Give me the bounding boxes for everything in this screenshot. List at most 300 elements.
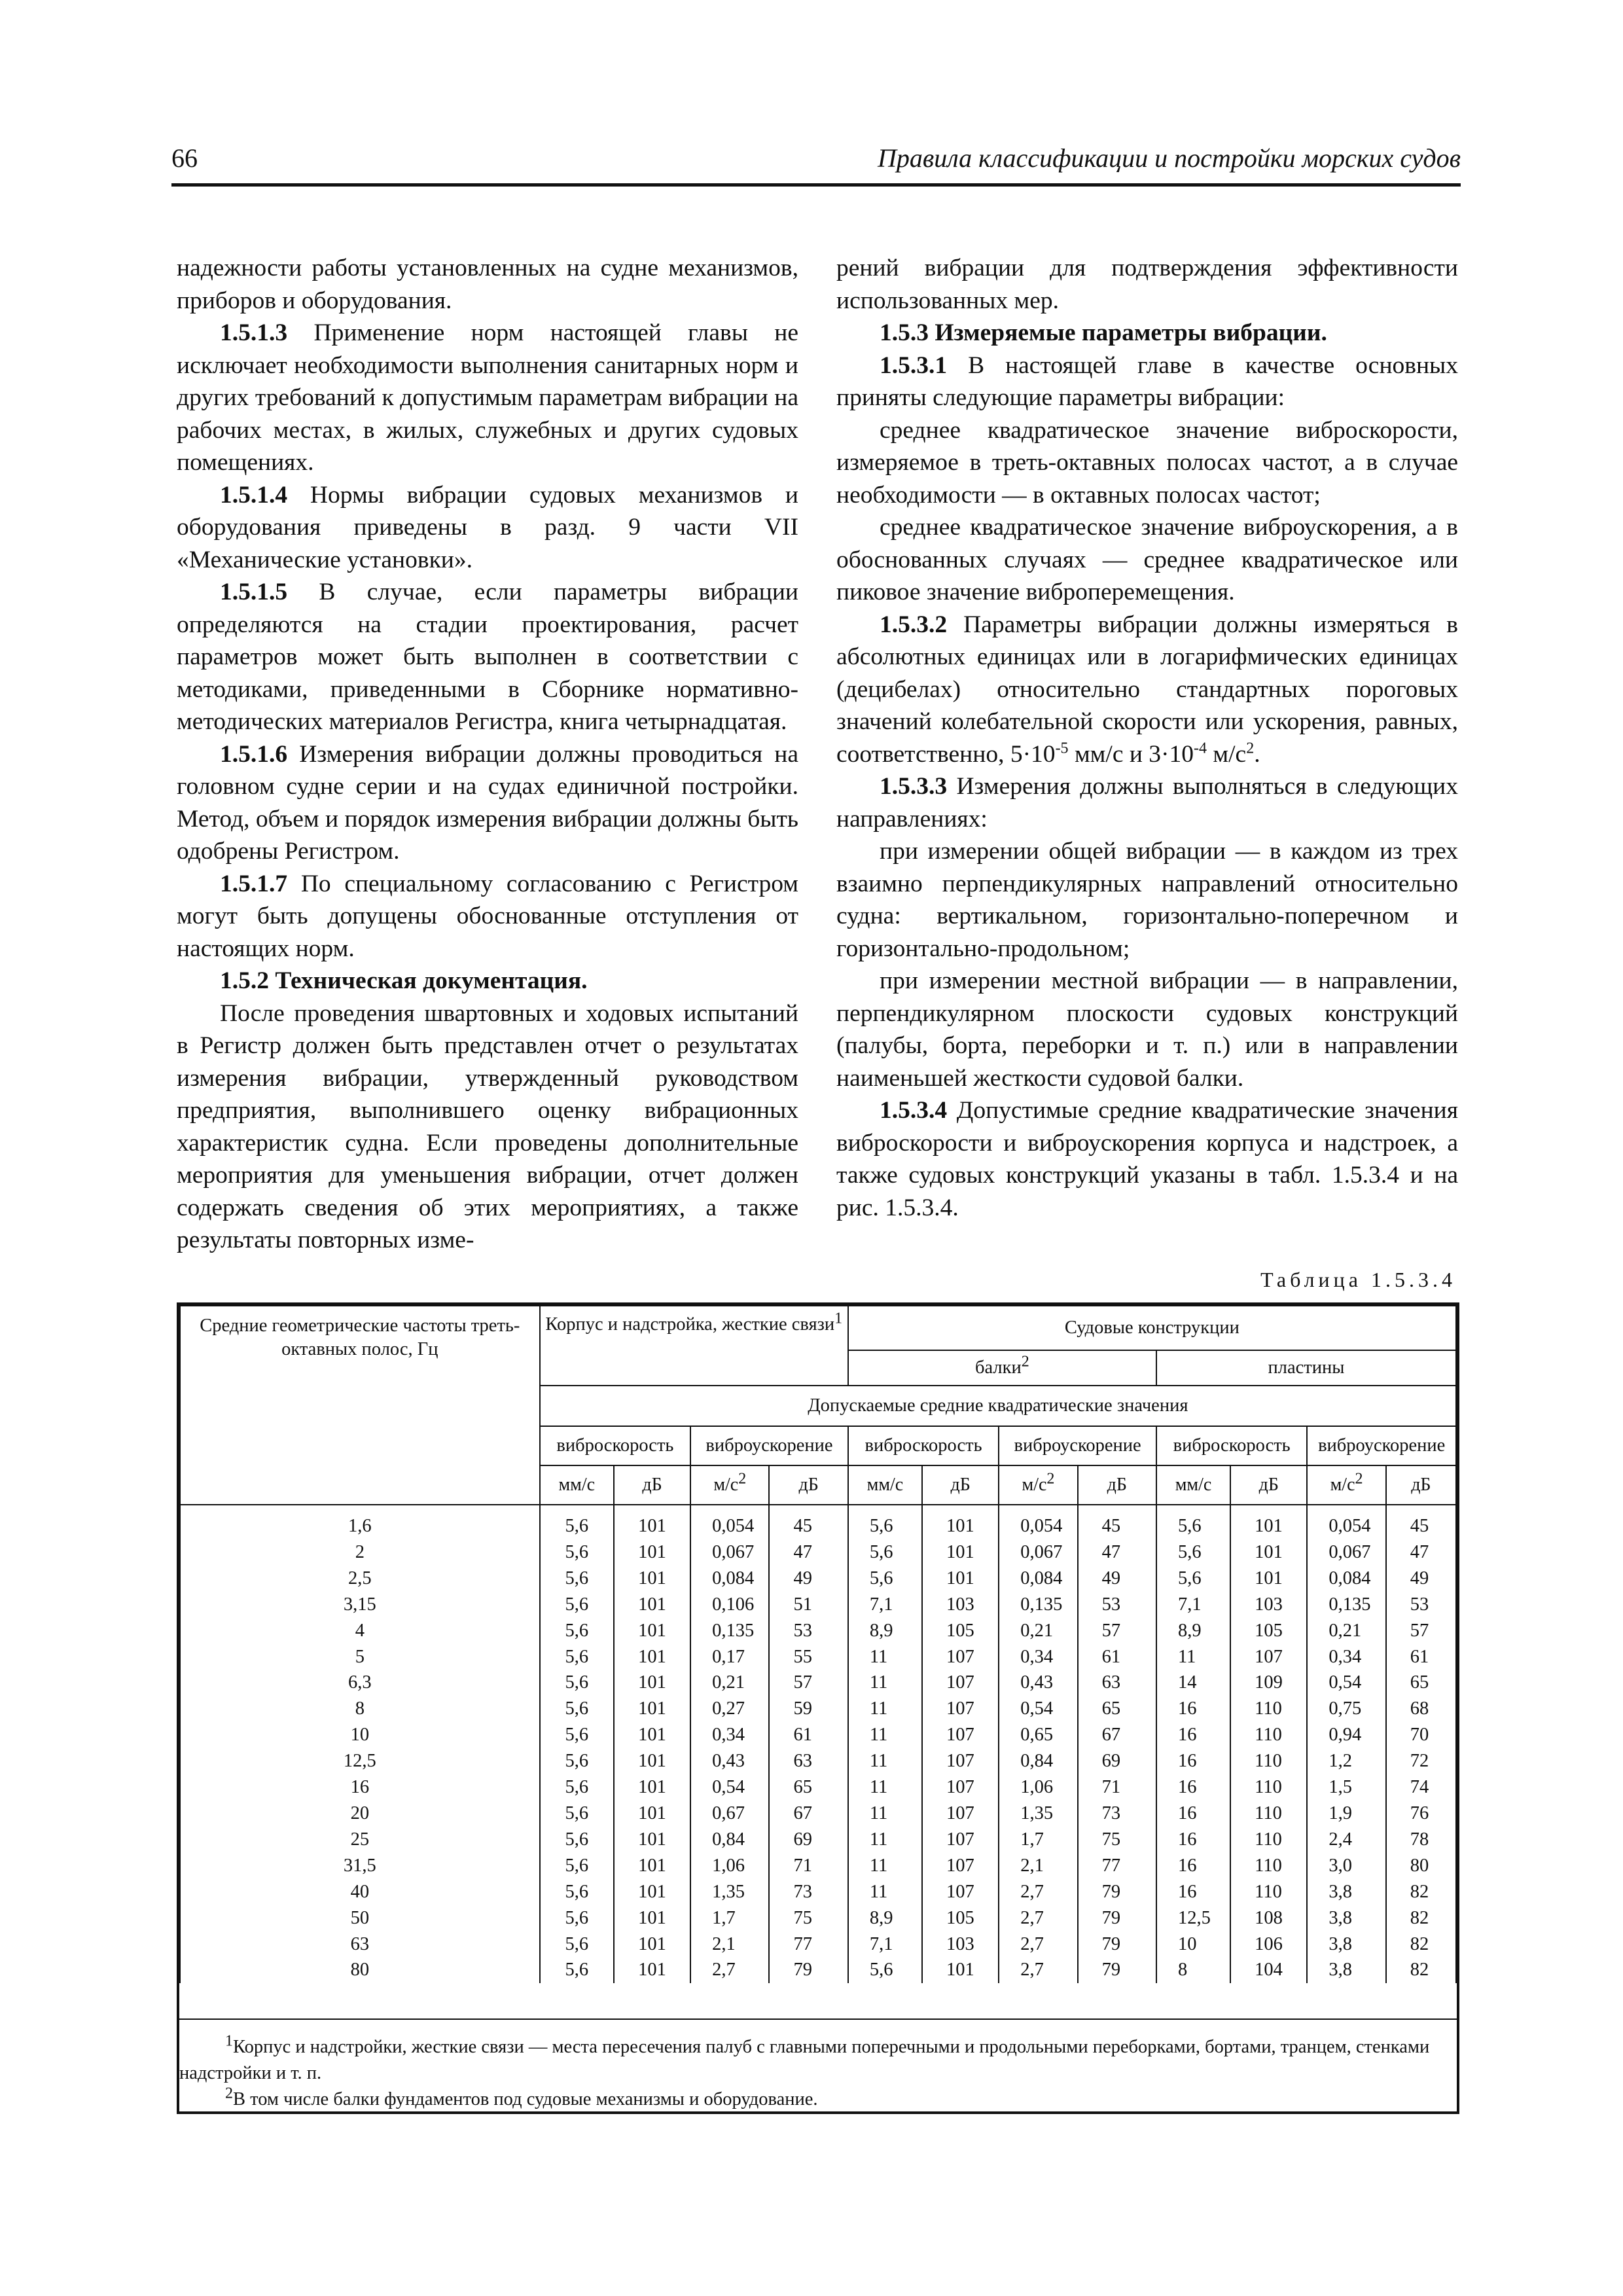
table-cell: 68 [1410,1698,1429,1719]
vibration-table-grid [179,1305,1457,1983]
table-cell: 25 [350,1829,370,1850]
table-cell: 107 [946,1829,974,1850]
footnote-1: $^1$Корпус и надстройки, жесткие связи — места пересечения палуб с главными поперечными и продольными переборками, бортами, транцем, стенками надстройки и т. п. [179,2032,1430,2083]
table-cell: 12,5 [343,1751,376,1772]
unit-db: дБ [769,1465,847,1505]
table-cell: 11 [869,1751,888,1772]
table-cell: 101 [638,1777,666,1798]
table-cell: 1,2 [1329,1751,1353,1772]
paragraph-1-5-1-3: 1.5.1.3 Применение норм настоящей главы не исключает необходимости выполнения санитарных норм и других требований к допустимым параметрам вибрации на рабочих местах, в жилых, служебных и других судовых помещениях. [177,319,798,476]
table-cell: 5,6 [1177,1541,1202,1562]
vibration-table [177,1302,1459,2114]
table-cell: 82 [1410,1933,1429,1954]
table-cell: 11 [869,1698,888,1719]
table-cell: 103 [946,1933,974,1954]
table-cell: 101 [1255,1516,1283,1536]
table-cell: 16 [1177,1829,1197,1850]
table-cell: 47 [1410,1541,1429,1562]
table-cell: 105 [946,1907,974,1928]
table-cell: 0,084 [712,1568,755,1588]
table-cell: 103 [1255,1594,1283,1615]
table-cell: 45 [1410,1516,1429,1536]
table-cell: 101 [638,1751,666,1772]
table-cell: 79 [1101,1960,1121,1981]
table-cell: 79 [793,1960,812,1981]
table-cell: 101 [638,1541,666,1562]
table-cell: 1,5 [1329,1777,1353,1798]
table-cell: 107 [946,1803,974,1823]
table-cell: 5,6 [565,1960,589,1981]
table-cell: 16 [1177,1855,1197,1876]
table-cell: 0,21 [712,1672,745,1693]
table-cell: 0,43 [1020,1672,1054,1693]
table-cell: 45 [1101,1516,1121,1536]
paragraph-1-5-3-3: 1.5.3.3 Измерения должны выполняться в следующих направлениях: [836,773,1458,833]
table-cell: 103 [946,1594,974,1615]
header-beams: балки$^2$ [848,1350,1156,1386]
left-column [177,252,798,1257]
column-hull-acceleration-db [769,1505,847,1983]
table-body-row [180,1505,1456,1983]
table-cell: 0,106 [712,1594,755,1615]
unit-mms: мм/с [540,1465,614,1505]
table-cell: 75 [1101,1829,1121,1850]
table-cell: 0,54 [1329,1672,1362,1693]
table-cell: 105 [946,1620,974,1641]
table-cell: 101 [638,1933,666,1954]
table-cell: 0,67 [712,1803,745,1823]
table-cell: 101 [638,1672,666,1693]
column-beam-velocity-db [922,1505,999,1983]
table-cell: 0,54 [1020,1698,1054,1719]
table-cell: 101 [638,1620,666,1641]
table-cell: 59 [793,1698,812,1719]
table-cell: 0,084 [1329,1568,1371,1588]
table-cell: 45 [793,1516,812,1536]
table-cell: 77 [1101,1855,1121,1876]
paragraph: рений вибрации для подтверждения эффективности использованных мер. [836,255,1458,314]
table-cell: 5,6 [869,1541,893,1562]
table-cell: 10 [1177,1933,1197,1954]
paragraph-1-5-3-1: 1.5.3.1 В настоящей главе в качестве основных приняты следующие параметры вибрации: [836,351,1458,411]
table-cell: 2,7 [1020,1960,1044,1981]
header-acceleration: виброускорение [1307,1426,1456,1465]
section-heading-1-5-3: 1.5.3 Измеряемые параметры вибрации. [880,319,1327,346]
table-cell: 0,84 [1020,1751,1054,1772]
header-velocity: виброскорость [540,1426,690,1465]
table-cell: 61 [793,1725,812,1746]
paragraph: После проведения швартовных и ходовых испытаний в Регистр должен быть представлен отчет о результатах измерения вибрации, утвержденный руководством предприятия, выполнившего оценку вибрационных характеристик судна. Если проведены дополнительные мероприятия для уменьшения вибрации, отчет должен содержать сведения об этих мероприятиях, а также результаты повторных изме- [177,999,798,1253]
header-allowed-values: Допускаемые средние квадратические значения [540,1386,1456,1426]
table-cell: 0,17 [712,1646,745,1667]
table-cell: 69 [793,1829,812,1850]
table-cell: 0,43 [712,1751,745,1772]
table-cell: 101 [946,1960,974,1981]
header-velocity: виброскорость [848,1426,999,1465]
table-cell: 7,1 [869,1594,893,1615]
table-cell: 0,21 [1329,1620,1362,1641]
table-cell: 101 [638,1907,666,1928]
table-cell: 1,9 [1329,1803,1353,1823]
table-cell: 107 [946,1646,974,1667]
table-cell: 71 [1101,1777,1121,1798]
table-cell: 107 [946,1777,974,1798]
table-cell: 63 [1101,1672,1121,1693]
table-cell: 5,6 [565,1907,589,1928]
table-cell: 0,65 [1020,1725,1054,1746]
table-cell: 101 [638,1881,666,1902]
table-cell: 2,7 [1020,1933,1044,1954]
table-cell: 5,6 [565,1620,589,1641]
right-column [836,252,1458,1224]
table-cell: 2 [355,1541,365,1562]
table-caption: Таблица 1.5.3.4 [1260,1268,1456,1291]
table-cell: 2,1 [1020,1855,1044,1876]
table-cell: 5,6 [869,1516,893,1536]
table-cell: 5,6 [565,1672,589,1693]
unit-db: дБ [614,1465,690,1505]
table-cell: 5 [355,1646,365,1667]
table-cell: 107 [946,1672,974,1693]
table-cell: 0,054 [1329,1516,1371,1536]
table-cell: 107 [1255,1646,1283,1667]
table-cell: 11 [869,1803,888,1823]
table-cell: 11 [1177,1646,1196,1667]
table-cell: 31,5 [343,1855,376,1876]
column-beam-velocity [848,1505,922,1983]
table-cell: 8,9 [869,1907,893,1928]
table-cell: 5,6 [565,1646,589,1667]
running-title: Правила классификации и постройки морских судов [877,143,1461,173]
table-cell: 0,21 [1020,1620,1054,1641]
paragraph: надежности работы установленных на судне механизмов, приборов и оборудования. [177,255,798,314]
table-cell: 70 [1410,1725,1429,1746]
table-cell: 11 [869,1725,888,1746]
table-cell: 5,6 [565,1829,589,1850]
table-cell: 0,94 [1329,1725,1362,1746]
table-cell: 79 [1101,1933,1121,1954]
table-cell: 53 [1101,1594,1121,1615]
table-cell: 49 [1410,1568,1429,1588]
table-cell: 16 [350,1777,370,1798]
table-cell: 16 [1177,1881,1197,1902]
table-cell: 3,8 [1329,1933,1353,1954]
paragraph: среднее квадратическое значение виброускорения, а в обоснованных случаях — среднее квадратическое или пиковое значение виброперемещения. [836,514,1458,605]
table-cell: 0,054 [712,1516,755,1536]
table-cell: 76 [1410,1803,1429,1823]
table-cell: 5,6 [869,1568,893,1588]
column-hull-velocity [540,1505,614,1983]
footnote-2: $^2$В том числе балки фундаментов под судовые механизмы и оборудование. [225,2085,818,2109]
table-cell: 1,35 [1020,1803,1054,1823]
table-cell: 104 [1255,1960,1283,1981]
table-cell: 101 [638,1698,666,1719]
table-cell: 0,34 [1329,1646,1362,1667]
table-cell: 80 [1410,1855,1429,1876]
paragraph: среднее квадратическое значение виброскорости, измеряемое в треть-октавных полосах частот, а в случае необходимости — в октавных полосах частот; [836,416,1458,509]
column-plate-acceleration-db [1386,1505,1456,1983]
table-cell: 110 [1255,1777,1282,1798]
paragraph-1-5-1-4: 1.5.1.4 Нормы вибрации судовых механизмов и оборудования приведены в разд. 9 части VII «Механические установки». [177,481,798,573]
table-cell: 5,6 [565,1777,589,1798]
table-cell: 101 [638,1725,666,1746]
table-cell: 79 [1101,1907,1121,1928]
table-cell: 11 [869,1777,888,1798]
column-frequency [180,1505,540,1983]
header-hull: Корпус и надстройка, жесткие связи$^1$ [540,1306,848,1386]
table-cell: 61 [1410,1646,1429,1667]
table-cell: 0,27 [712,1698,745,1719]
table-cell: 5,6 [565,1881,589,1902]
table-cell: 110 [1255,1751,1282,1772]
table-cell: 1,35 [712,1881,745,1902]
table-cell: 0,054 [1020,1516,1063,1536]
table-cell: 101 [1255,1541,1283,1562]
unit-ms2: м/с2 [999,1465,1077,1505]
table-cell: 107 [946,1881,974,1902]
table-cell: 3,0 [1329,1855,1353,1876]
table-cell: 7,1 [1177,1594,1202,1615]
table-cell: 73 [1101,1803,1121,1823]
table-cell: 0,34 [1020,1646,1054,1667]
table-cell: 65 [1410,1672,1429,1693]
table-cell: 2,1 [712,1933,736,1954]
column-plate-acceleration [1307,1505,1385,1983]
table-cell: 65 [1101,1698,1121,1719]
table-cell: 5,6 [565,1933,589,1954]
table-cell: 0,34 [712,1725,745,1746]
table-cell: 11 [869,1646,888,1667]
table-cell: 107 [946,1855,974,1876]
table-cell: 67 [1101,1725,1121,1746]
table-cell: 16 [1177,1777,1197,1798]
column-plate-velocity-db [1230,1505,1307,1983]
table-cell: 2,4 [1329,1829,1353,1850]
header-velocity: виброскорость [1156,1426,1307,1465]
table-cell: 5,6 [565,1541,589,1562]
column-hull-acceleration [690,1505,769,1983]
table-cell: 110 [1255,1881,1282,1902]
table-cell: 107 [946,1751,974,1772]
unit-db: дБ [1230,1465,1307,1505]
table-cell: 0,067 [1329,1541,1371,1562]
table-cell: 101 [638,1803,666,1823]
table-cell: 5,6 [565,1568,589,1588]
table-cell: 6,3 [348,1672,372,1693]
paragraph-1-5-3-2: 1.5.3.2 Параметры вибрации должны измеряться в абсолютных единицах или в логарифмических единицах (децибелах) относительно стандартных пороговых значений колебательной скорости или ускорения, равных, соответственно, $5\cdot 10^{-5}$ мм/с и $3\cdot 10^{-4}$ $м/с^2$. [836,611,1458,768]
table-cell: 14 [1177,1672,1197,1693]
table-cell: 5,6 [565,1751,589,1772]
table-cell: 50 [350,1907,370,1928]
table-cell: 4 [355,1620,365,1641]
table-cell: 110 [1255,1698,1282,1719]
table-cell: 101 [638,1855,666,1876]
table-cell: 82 [1410,1907,1429,1928]
table-cell: 82 [1410,1881,1429,1902]
table-cell: 0,067 [1020,1541,1063,1562]
page-number: 66 [171,143,198,173]
unit-db: дБ [1386,1465,1456,1505]
table-cell: 11 [869,1672,888,1693]
table-cell: 5,6 [565,1855,589,1876]
header-ship-structures: Судовые конструкции [848,1306,1456,1350]
table-cell: 2,7 [1020,1907,1044,1928]
column-hull-velocity-db [614,1505,690,1983]
table-cell: 101 [1255,1568,1283,1588]
table-cell: 47 [793,1541,812,1562]
table-cell: 101 [638,1516,666,1536]
table-cell: 0,84 [712,1829,745,1850]
table-cell: 12,5 [1177,1907,1211,1928]
table-cell: 2,7 [1020,1881,1044,1902]
table-cell: 108 [1255,1907,1283,1928]
table-cell: 2,5 [348,1568,372,1588]
table-cell: 3,8 [1329,1881,1353,1902]
table-cell: 55 [793,1646,812,1667]
table-cell: 5,6 [1177,1516,1202,1536]
table-cell: 1,7 [1020,1829,1044,1850]
table-cell: 5,6 [565,1725,589,1746]
section-heading-1-5-2: 1.5.2 Техническая документация. [220,967,588,994]
table-cell: 0,54 [712,1777,745,1798]
unit-mms: мм/с [1156,1465,1230,1505]
table-cell: 110 [1255,1803,1282,1823]
table-cell: 47 [1101,1541,1121,1562]
table-cell: 49 [1101,1568,1121,1588]
table-cell: 1,06 [1020,1777,1054,1798]
paragraph-1-5-3-4: 1.5.3.4 Допустимые средние квадратические значения виброскорости и виброускорения корпуса и надстроек, а также судовых конструкций указаны в табл. 1.5.3.4 и на рис. 1.5.3.4. [836,1097,1458,1221]
table-cell: 75 [793,1907,812,1928]
table-cell: 1,7 [712,1907,736,1928]
table-cell: 105 [1255,1620,1283,1641]
table-cell: 109 [1255,1672,1283,1693]
column-plate-velocity [1156,1505,1230,1983]
paragraph-1-5-1-7: 1.5.1.7 По специальному согласованию с Регистром могут быть допущены обоснованные отступления от настоящих норм. [177,870,798,962]
table-cell: 101 [638,1646,666,1667]
table-cell: 8,9 [869,1620,893,1641]
table-cell: 5,6 [1177,1568,1202,1588]
header-frequency: Средние геометрические частоты треть-октавных полос, Гц [180,1306,540,1505]
table-cell: 65 [793,1777,812,1798]
table-cell: 51 [793,1594,812,1615]
table-cell: 16 [1177,1751,1197,1772]
table-cell: 1,6 [348,1516,372,1536]
table-cell: 67 [793,1803,812,1823]
table-cell: 11 [869,1829,888,1850]
table-cell: 101 [946,1568,974,1588]
table-cell: 0,084 [1020,1568,1063,1588]
table-cell: 11 [869,1881,888,1902]
table-footnotes [179,2018,1457,2113]
table-cell: 77 [793,1933,812,1954]
table-cell: 5,6 [565,1594,589,1615]
table-cell: 16 [1177,1725,1197,1746]
table-cell: 78 [1410,1829,1429,1850]
table-cell: 8 [1177,1960,1188,1981]
table-cell: 53 [793,1620,812,1641]
table-cell: 63 [350,1933,370,1954]
paragraph: при измерении местной вибрации — в направлении, перпендикулярном плоскости судовых конструкций (палубы, борта, переборки и т. п.) или в направлении наименьшей жесткости судовой балки. [836,967,1458,1092]
unit-db: дБ [1078,1465,1156,1505]
table-cell: 16 [1177,1698,1197,1719]
table-cell: 5,6 [565,1803,589,1823]
table-cell: 107 [946,1725,974,1746]
unit-db: дБ [922,1465,999,1505]
table-cell: 8,9 [1177,1620,1202,1641]
table-cell: 3,15 [343,1594,376,1615]
table-cell: 5,6 [869,1960,893,1981]
unit-ms2: м/с2 [1307,1465,1385,1505]
table-cell: 8 [355,1698,365,1719]
table-cell: 79 [1101,1881,1121,1902]
table-cell: 57 [1101,1620,1121,1641]
header-plates: пластины [1156,1350,1456,1386]
table-cell: 63 [793,1751,812,1772]
table-cell: 101 [946,1516,974,1536]
table-cell: 69 [1101,1751,1121,1772]
table-cell: 61 [1101,1646,1121,1667]
table-cell: 71 [793,1855,812,1876]
paragraph-1-5-1-5: 1.5.1.5 В случае, если параметры вибрации определяются на стадии проектирования, расчет параметров может быть выполнен в соответствии с методиками, приведенными в Сборнике нормативно-методических материалов Регистра, книга четырнадцатая. [177,579,798,735]
table-cell: 2,7 [712,1960,736,1981]
table-cell: 57 [1410,1620,1429,1641]
table-cell: 53 [1410,1594,1429,1615]
table-cell: 107 [946,1698,974,1719]
table-cell: 11 [869,1855,888,1876]
paragraph: при измерении общей вибрации — в каждом из трех взаимно перпендикулярных направлений относительно судна: вертикальном, горизонтально-поперечном и горизонтально-продольном; [836,838,1458,962]
table-cell: 16 [1177,1803,1197,1823]
table-cell: 1,06 [712,1855,745,1876]
table-cell: 7,1 [869,1933,893,1954]
table-cell: 101 [946,1541,974,1562]
table-cell: 72 [1410,1751,1429,1772]
table-cell: 0,135 [1020,1594,1063,1615]
table-cell: 110 [1255,1855,1282,1876]
table-cell: 101 [638,1568,666,1588]
table-cell: 5,6 [565,1698,589,1719]
table-cell: 101 [638,1829,666,1850]
table-cell: 0,135 [712,1620,755,1641]
header-acceleration: виброускорение [690,1426,848,1465]
table-cell: 101 [638,1594,666,1615]
column-beam-acceleration [999,1505,1077,1983]
unit-mms: мм/с [848,1465,922,1505]
table-cell: 73 [793,1881,812,1902]
table-cell: 106 [1255,1933,1283,1954]
table-cell: 80 [350,1960,370,1981]
header-acceleration: виброускорение [999,1426,1156,1465]
table-cell: 3,8 [1329,1960,1353,1981]
table-cell: 20 [350,1803,370,1823]
paragraph-1-5-1-6: 1.5.1.6 Измерения вибрации должны проводиться на головном судне серии и на судах единичной постройки. Метод, объем и порядок измерения вибрации должны быть одобрены Регистром. [177,740,798,865]
table-cell: 110 [1255,1829,1282,1850]
table-cell: 3,8 [1329,1907,1353,1928]
table-cell: 110 [1255,1725,1282,1746]
table-cell: 82 [1410,1960,1429,1981]
table-cell: 10 [350,1725,370,1746]
column-beam-acceleration-db [1078,1505,1156,1983]
table-cell: 0,135 [1329,1594,1371,1615]
table-cell: 49 [793,1568,812,1588]
table-cell: 40 [350,1881,370,1902]
table-cell: 0,75 [1329,1698,1362,1719]
table-cell: 101 [638,1960,666,1981]
table-cell: 57 [793,1672,812,1693]
unit-ms2: м/с2 [690,1465,769,1505]
page-header [171,137,1461,187]
table-cell: 0,067 [712,1541,755,1562]
table-cell: 5,6 [565,1516,589,1536]
